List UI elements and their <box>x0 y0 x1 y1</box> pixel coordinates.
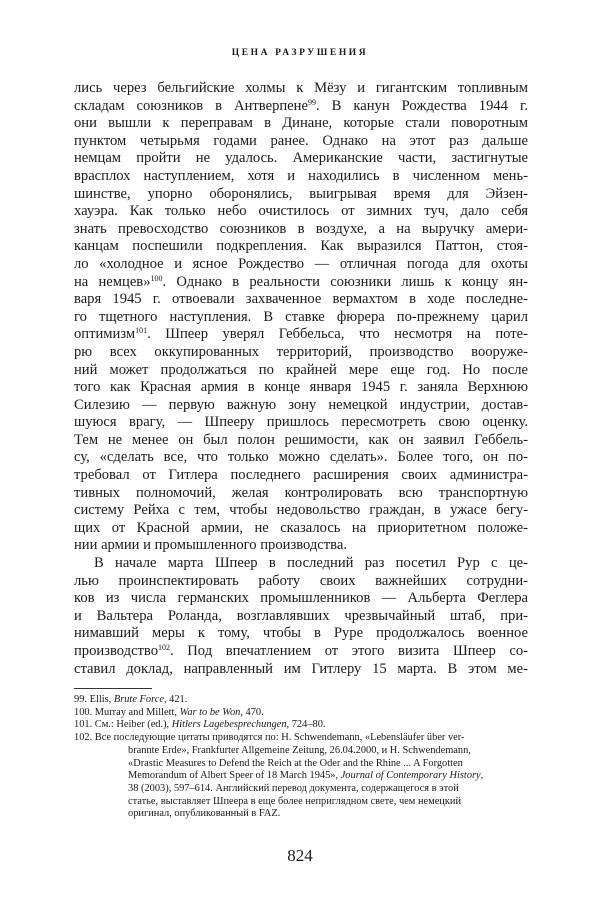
text-line: и Вальтера Роланда, возглавлявших чрезвычайный штаб, при- <box>74 607 528 624</box>
body-text <box>74 80 528 678</box>
text-line: складам союзников в Антверпене$^{99}$. В канун Рождества 1944 г. <box>74 97 528 114</box>
text-line: лись через бельгийские холмы к Мёзу и гигантским топливным <box>74 80 528 96</box>
page-number: 824 <box>287 846 313 865</box>
footnote-line: «Drastic Measures to Defend the Reich at the Oder and the Rhine ... A Forgotten <box>128 757 463 769</box>
text-line: ставил доклад, направленный им Гитлеру 15 марта. В этом ме- <box>74 660 528 677</box>
text-line: варя 1945 г. отвоевали захваченное вермахтом в ходе последне- <box>74 291 528 308</box>
running-header: ЦЕНА РАЗРУШЕНИЯ <box>231 48 369 58</box>
footnote-line: brannte Erde», Frankfurter Allgemeine Zeitung, 26.04.2000, и H. Schwendemann, <box>128 744 471 756</box>
text-line: нии армии и промышленного производства. <box>74 537 347 554</box>
footnote-line: 38 (2003), 597–614. Английский перевод документа, содержащегося в этой <box>128 782 459 794</box>
text-line: пунктом четырьмя годами ранее. Однако на этот раз дальше <box>74 132 528 149</box>
footnote-ref: 100 <box>150 273 163 283</box>
footnote-line: 101. См.: Heiber (ed.), Hitlers Lagebesprechungen, 724–80. <box>74 719 326 731</box>
text-line: нимавший меры к тому, чтобы в Руре продолжалось военное <box>74 625 528 642</box>
footnotes <box>74 694 528 821</box>
footnote-ref: 101 <box>135 326 148 336</box>
text-line: того как Красная армия в конце января 1945 г. заняла Верхнюю <box>74 379 528 396</box>
text-line: Тем не менее он был полон решимости, как он заявил Геббель- <box>74 431 528 448</box>
text-line: производство$^{102}$. Под впечатлением от этого визита Шпеер со- <box>74 643 528 659</box>
text-line: канцам поспешили подкрепления. Как выразился Паттон, стоя- <box>74 238 528 255</box>
text-line: на немцев»$^{100}$. Однако в реальности союзники лишь к концу ян- <box>74 273 529 290</box>
text-line: систему Рейха с тем, чтобы недовольство граждан, в ужасе бегу- <box>74 502 528 519</box>
footnote-line: Memorandum of Albert Speer of 18 March 1945», Journal of Contemporary History, <box>128 770 484 782</box>
text-line: тивных полномочий, желая контролировать всю транспортную <box>74 484 528 501</box>
footnote-line: 99. Ellis, Brute Force, 421. <box>74 694 188 705</box>
text-line: В начале марта Шпеер в последний раз посетил Рур с це- <box>94 555 528 572</box>
footnote-ref: 102 <box>158 643 171 652</box>
text-line: ков из числа германских промышленников — Альберта Феглера <box>74 590 528 607</box>
footnote <box>74 707 528 720</box>
footnote-title: Hitlers Lagebesprechungen <box>171 719 287 731</box>
text-line: ло «холодное и ясное Рождество — отличная погода для охоты <box>74 255 528 272</box>
text-line: Силезию — первую важную зону немецкой индустрии, достав- <box>74 396 528 413</box>
text-line: хауэра. Как только небо очистилось от зимних туч, дало себя <box>74 203 528 220</box>
footnote-line: статье, выставляет Шпеера в еще более неприглядном свете, чем немецкий <box>128 795 462 807</box>
footnote <box>74 732 528 821</box>
footnote-title: Brute Force <box>113 694 164 705</box>
footnote-line: оригинал, опубликованный в FAZ. <box>128 808 281 820</box>
footnote-title: Journal of Contemporary History <box>340 770 481 782</box>
text-line: су, «сделать все, что только можно сделать». Более того, он по- <box>74 449 528 466</box>
footnote-line: 100. Murray and Millett, War to be Won, 470. <box>74 706 264 718</box>
text-line: оптимизм$^{101}$. Шпеер уверял Геббельса, что несмотря на поте- <box>74 326 528 343</box>
footnote-ref: 99 <box>307 97 316 107</box>
footnote-line: 102. Все последующие цитаты приводятся по: H. Schwendemann, «Lebensläufer über ver- <box>74 732 465 744</box>
text-line: ний может продолжаться по крайней мере еще год. Но после <box>74 361 528 378</box>
footnote-divider <box>74 688 152 689</box>
text-line: рю всех оккупированных территорий, производство вооруже- <box>74 343 528 360</box>
text-line: шинстве, упорно оборонялись, выигрывая время для Эйзен- <box>74 185 528 202</box>
text-line: требовал от Гитлера последнего расширения своих администра- <box>74 467 528 484</box>
footnote <box>74 694 528 707</box>
footnote <box>74 719 528 732</box>
text-line: лью проинспектировать работу своих важнейших сотрудни- <box>74 572 528 589</box>
text-line: немцам пройти не удалось. Американские части, застигнутые <box>74 150 528 167</box>
text-line: знать превосходство союзников в воздухе, а на выручку амери- <box>74 220 528 237</box>
text-line: врасплох наступлением, хотя и находились в численном мень- <box>74 167 528 184</box>
text-line: щих от Красной армии, не сказалось на приоритетном положе- <box>74 519 528 536</box>
footnote-title: War to be Won <box>179 706 241 718</box>
text-line: го тщетного наступления. В ставке фюрера по-прежнему царил <box>74 308 528 325</box>
text-line: они вышли к переправам в Динане, которые стали поворотным <box>74 115 528 132</box>
text-line: шуюся врагу, — Шпееру пришлось пересмотреть свою оценку. <box>74 414 528 431</box>
